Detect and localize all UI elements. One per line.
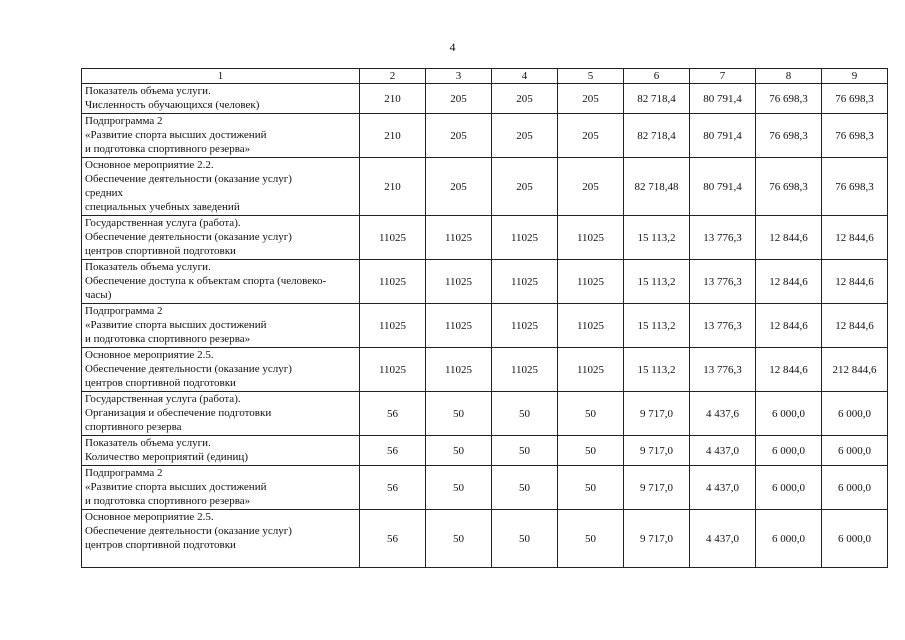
- value-cell: 6 000,0: [756, 436, 822, 466]
- value-cell: 76 698,3: [756, 84, 822, 114]
- value-cell: 82 718,4: [624, 114, 690, 158]
- value-cell: 11025: [426, 260, 492, 304]
- row-description: Подпрограмма 2 «Развитие спорта высших достижений и подготовка спортивного резерва»: [82, 114, 360, 158]
- value-cell: 15 113,2: [624, 260, 690, 304]
- value-cell: 82 718,48: [624, 158, 690, 216]
- table-row: [82, 392, 888, 436]
- column-header: 5: [558, 69, 624, 84]
- value-cell: 4 437,0: [690, 466, 756, 510]
- row-description: Показатель объема услуги. Численность обучающихся (человек): [82, 84, 360, 114]
- column-header: 1: [82, 69, 360, 84]
- value-cell: 12 844,6: [756, 216, 822, 260]
- budget-table: [81, 68, 888, 568]
- value-cell: 76 698,3: [756, 158, 822, 216]
- value-cell: 11025: [492, 304, 558, 348]
- value-cell: 6 000,0: [756, 392, 822, 436]
- value-cell: 4 437,0: [690, 510, 756, 568]
- value-cell: 76 698,3: [822, 84, 888, 114]
- column-header: 8: [756, 69, 822, 84]
- value-cell: 56: [360, 510, 426, 568]
- value-cell: 50: [492, 436, 558, 466]
- value-cell: 205: [492, 84, 558, 114]
- value-cell: 11025: [492, 260, 558, 304]
- value-cell: 205: [558, 114, 624, 158]
- value-cell: 205: [558, 84, 624, 114]
- row-description: Показатель объема услуги. Количество мероприятий (единиц): [82, 436, 360, 466]
- value-cell: 205: [426, 114, 492, 158]
- value-cell: 11025: [426, 216, 492, 260]
- row-description: Подпрограмма 2 «Развитие спорта высших достижений и подготовка спортивного резерва»: [82, 304, 360, 348]
- value-cell: 13 776,3: [690, 260, 756, 304]
- value-cell: 50: [426, 466, 492, 510]
- value-cell: 56: [360, 392, 426, 436]
- row-description: Подпрограмма 2 «Развитие спорта высших достижений и подготовка спортивного резерва»: [82, 466, 360, 510]
- value-cell: 76 698,3: [756, 114, 822, 158]
- value-cell: 12 844,6: [822, 216, 888, 260]
- value-cell: 80 791,4: [690, 84, 756, 114]
- value-cell: 6 000,0: [822, 436, 888, 466]
- row-description: Основное мероприятие 2.2. Обеспечение деятельности (оказание услуг) средних специальных учебных заведений: [82, 158, 360, 216]
- value-cell: 50: [558, 466, 624, 510]
- value-cell: 15 113,2: [624, 216, 690, 260]
- value-cell: 76 698,3: [822, 158, 888, 216]
- value-cell: 11025: [558, 348, 624, 392]
- row-description: Основное мероприятие 2.5. Обеспечение деятельности (оказание услуг) центров спортивной подготовки: [82, 348, 360, 392]
- header-row: [82, 69, 888, 84]
- value-cell: 12 844,6: [756, 348, 822, 392]
- column-header: 7: [690, 69, 756, 84]
- value-cell: 11025: [426, 348, 492, 392]
- value-cell: 50: [492, 510, 558, 568]
- value-cell: 6 000,0: [822, 392, 888, 436]
- row-description: Государственная услуга (работа). Обеспечение деятельности (оказание услуг) центров спортивной подготовки: [82, 216, 360, 260]
- column-header: 6: [624, 69, 690, 84]
- table-row: [82, 304, 888, 348]
- value-cell: 11025: [492, 348, 558, 392]
- value-cell: 13 776,3: [690, 348, 756, 392]
- value-cell: 205: [426, 84, 492, 114]
- value-cell: 50: [426, 392, 492, 436]
- value-cell: 50: [558, 510, 624, 568]
- value-cell: 205: [558, 158, 624, 216]
- value-cell: 11025: [360, 260, 426, 304]
- value-cell: 11025: [558, 260, 624, 304]
- value-cell: 50: [426, 436, 492, 466]
- table-row: [82, 510, 888, 568]
- value-cell: 4 437,6: [690, 392, 756, 436]
- value-cell: 82 718,4: [624, 84, 690, 114]
- page-number: 4: [449, 40, 456, 54]
- value-cell: 210: [360, 114, 426, 158]
- value-cell: 50: [492, 466, 558, 510]
- value-cell: 9 717,0: [624, 466, 690, 510]
- value-cell: 56: [360, 436, 426, 466]
- table-row: [82, 348, 888, 392]
- value-cell: 210: [360, 84, 426, 114]
- value-cell: 9 717,0: [624, 392, 690, 436]
- value-cell: 11025: [558, 216, 624, 260]
- value-cell: 11025: [558, 304, 624, 348]
- value-cell: 205: [492, 114, 558, 158]
- value-cell: 15 113,2: [624, 304, 690, 348]
- value-cell: 50: [558, 392, 624, 436]
- value-cell: 50: [426, 510, 492, 568]
- value-cell: 12 844,6: [822, 260, 888, 304]
- value-cell: 50: [558, 436, 624, 466]
- value-cell: 15 113,2: [624, 348, 690, 392]
- table-row: [82, 260, 888, 304]
- value-cell: 11025: [360, 216, 426, 260]
- row-description: Государственная услуга (работа). Организация и обеспечение подготовки спортивного резерва: [82, 392, 360, 436]
- value-cell: 205: [426, 158, 492, 216]
- table-row: [82, 114, 888, 158]
- value-cell: 4 437,0: [690, 436, 756, 466]
- row-description: Показатель объема услуги. Обеспечение доступа к объектам спорта (человеко- часы): [82, 260, 360, 304]
- table-row: [82, 84, 888, 114]
- value-cell: 6 000,0: [756, 466, 822, 510]
- value-cell: 50: [492, 392, 558, 436]
- value-cell: 12 844,6: [822, 304, 888, 348]
- value-cell: 13 776,3: [690, 216, 756, 260]
- value-cell: 12 844,6: [756, 260, 822, 304]
- row-description: Основное мероприятие 2.5. Обеспечение деятельности (оказание услуг) центров спортивной подготовки: [82, 510, 360, 568]
- table-row: [82, 466, 888, 510]
- value-cell: 9 717,0: [624, 436, 690, 466]
- value-cell: 11025: [492, 216, 558, 260]
- value-cell: 6 000,0: [822, 466, 888, 510]
- value-cell: 210: [360, 158, 426, 216]
- table-row: [82, 436, 888, 466]
- column-header: 2: [360, 69, 426, 84]
- value-cell: 11025: [360, 348, 426, 392]
- value-cell: 12 844,6: [756, 304, 822, 348]
- value-cell: 6 000,0: [756, 510, 822, 568]
- value-cell: 56: [360, 466, 426, 510]
- column-header: 4: [492, 69, 558, 84]
- value-cell: 9 717,0: [624, 510, 690, 568]
- table-row: [82, 158, 888, 216]
- value-cell: 80 791,4: [690, 158, 756, 216]
- column-header: 9: [822, 69, 888, 84]
- value-cell: 76 698,3: [822, 114, 888, 158]
- table-row: [82, 216, 888, 260]
- value-cell: 212 844,6: [822, 348, 888, 392]
- value-cell: 11025: [426, 304, 492, 348]
- column-header: 3: [426, 69, 492, 84]
- value-cell: 11025: [360, 304, 426, 348]
- value-cell: 80 791,4: [690, 114, 756, 158]
- value-cell: 6 000,0: [822, 510, 888, 568]
- value-cell: 205: [492, 158, 558, 216]
- value-cell: 13 776,3: [690, 304, 756, 348]
